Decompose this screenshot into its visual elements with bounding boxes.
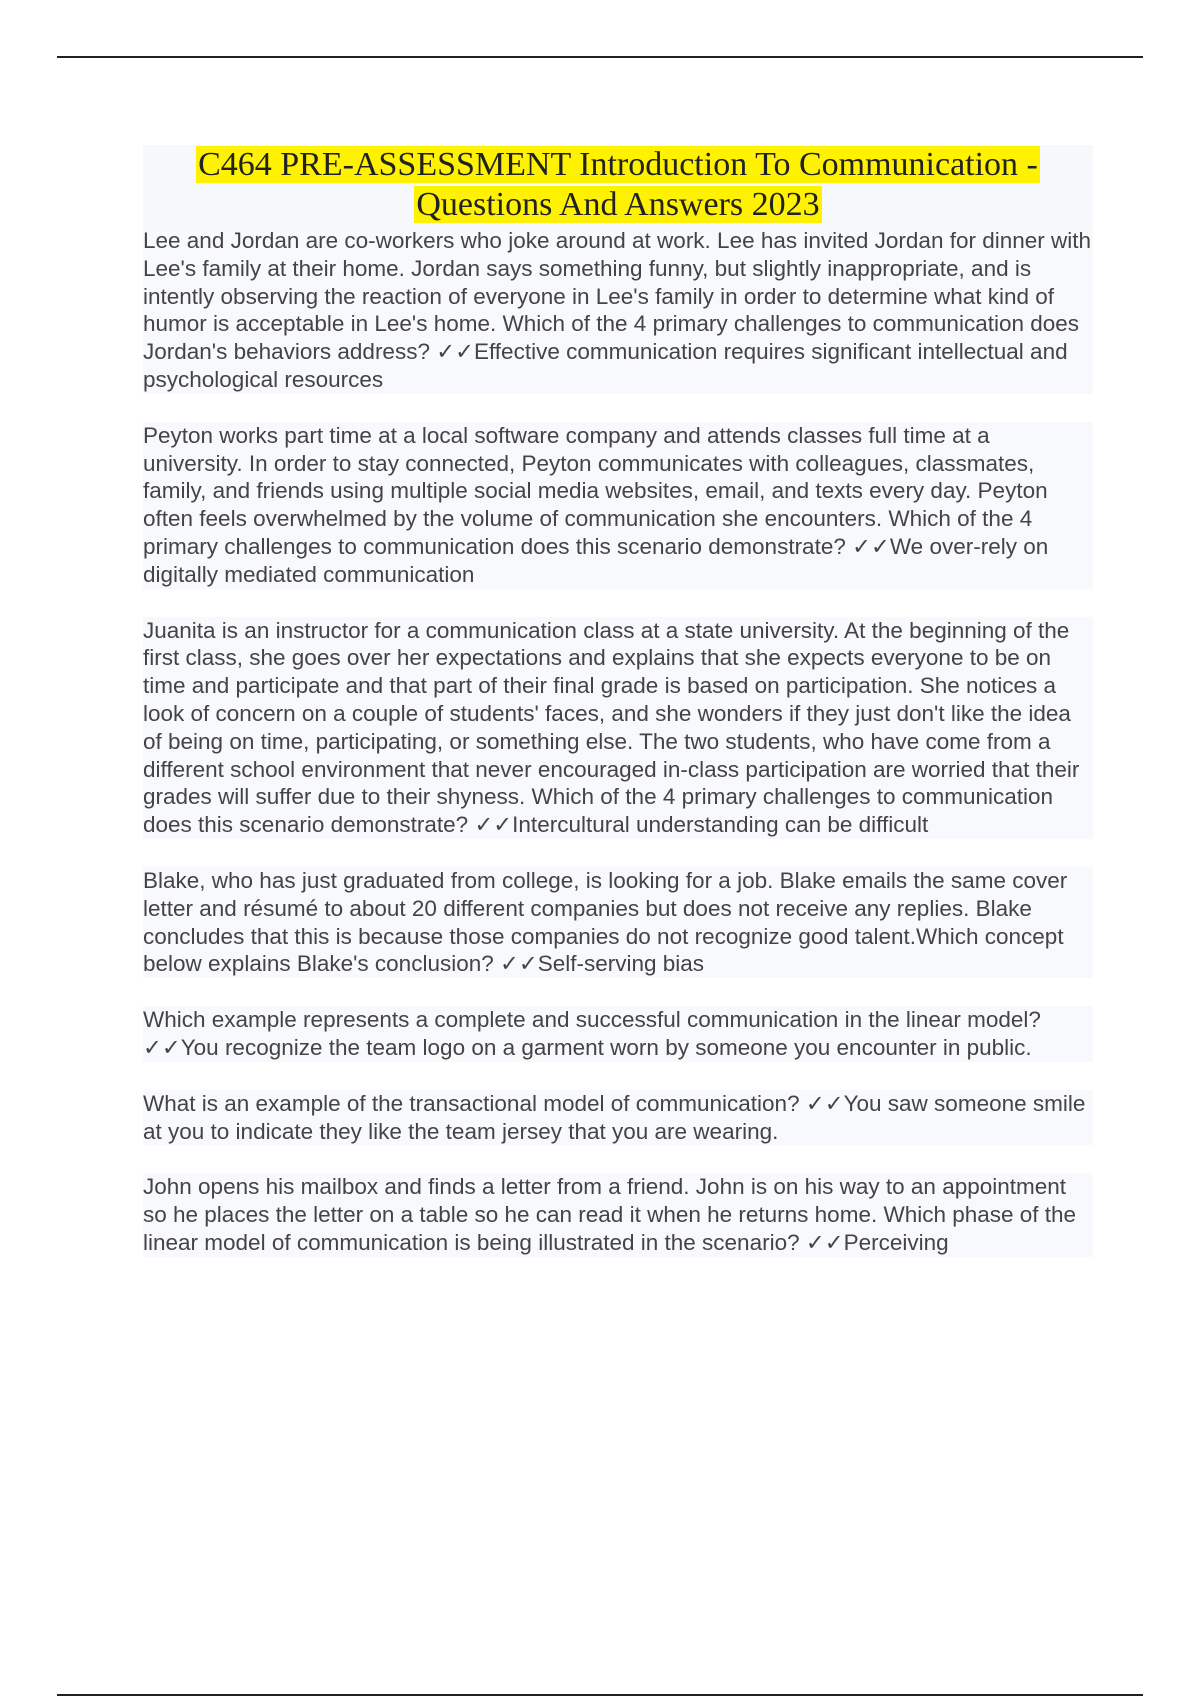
qa-item-4 [143,867,1093,978]
check-mark: ✓✓ [500,951,538,977]
document-title [143,145,1093,225]
title-line-1: C464 PRE-ASSESSMENT Introduction To Communication - [198,146,1038,183]
check-mark: ✓✓ [852,533,890,559]
question-text: John opens his mailbox and finds a letter from a friend. John is on his way to an appointment so he places the letter on a table so he can read it when he returns home. Which phase of the linear model of communication is being illustrated in the scenario? [143,1174,1077,1255]
document-body [143,145,1093,1285]
question-text: Juanita is an instructor for a communication class at a state university. At the beginning of the first class, she goes over her expectations and explains that she expects everyone to be on time and participate and that part of their final grade is based on participation. She notices a look of concern on a couple of students' faces, and she wonders if they just don't like the idea of being on time, participating, or something else. The two students, who have come from a different school environment that never encouraged in-class participation are worried that their grades will suffer due to their shyness. Which of the 4 primary challenges to communication does this scenario demonstrate? [143,617,1080,838]
check-mark: ✓✓ [143,1034,181,1060]
answer-text: Intercultural understanding can be difficult [512,812,929,838]
qa-item-7 [143,1173,1093,1256]
check-mark: ✓✓ [805,1090,844,1116]
question-text: Which example represents a complete and successful communication in the linear model? [143,1007,1041,1033]
question-text: Lee and Jordan are co-workers who joke around at work. Lee has invited Jordan for dinner with Lee's family at their home. Jordan says something funny, but slightly inappropriate, and is intently observing the reaction of everyone in Lee's family in order to determine what kind of humor is acceptable in Lee's home. Which of the 4 primary challenges to communication does Jordan's behaviors address? [143,228,1092,365]
top-rule [57,56,1143,58]
bottom-rule [57,1694,1143,1696]
check-mark: ✓✓ [436,339,474,365]
question-text: Blake, who has just graduated from college, is looking for a job. Blake emails the same cover letter and résumé to about 20 different companies but does not receive any replies. Blake concludes that this is because those companies do not recognize good talent.Which concept below explains Blake's conclusion? [143,867,1068,977]
answer-text: You saw someone smile at you to indicate they like the team jersey that you are wearing. [143,1090,1086,1144]
check-mark: ✓✓ [474,812,513,838]
title-block [143,145,1093,227]
answer-text: Self-serving bias [537,951,705,977]
title-line-2: Questions And Answers 2023 [416,186,820,223]
answer-text: You recognize the team logo on a garment worn by someone you encounter in public. [180,1034,1032,1060]
question-text: What is an example of the transactional model of communication? [143,1090,800,1116]
qa-item-3 [143,617,1093,839]
question-text: Peyton works part time at a local software company and attends classes full time at a university. In order to stay connected, Peyton communicates with colleagues, classmates, family, and friends using multiple social media websites, email, and texts every day. Peyton often feels overwhelmed by the volume of communication she encounters. Which of the 4 primary challenges to communication does this scenario demonstrate? [143,422,1048,559]
qa-item-2 [143,422,1093,589]
answer-text: Perceiving [843,1229,949,1255]
answer-text: Effective communication requires significant intellectual and psychological resources [143,339,1068,392]
qa-item-1 [143,227,1093,394]
qa-item-6 [143,1090,1093,1146]
check-mark: ✓✓ [805,1229,844,1255]
qa-item-5 [143,1006,1093,1062]
answer-text: We over-rely on digitally mediated communication [143,533,1049,587]
